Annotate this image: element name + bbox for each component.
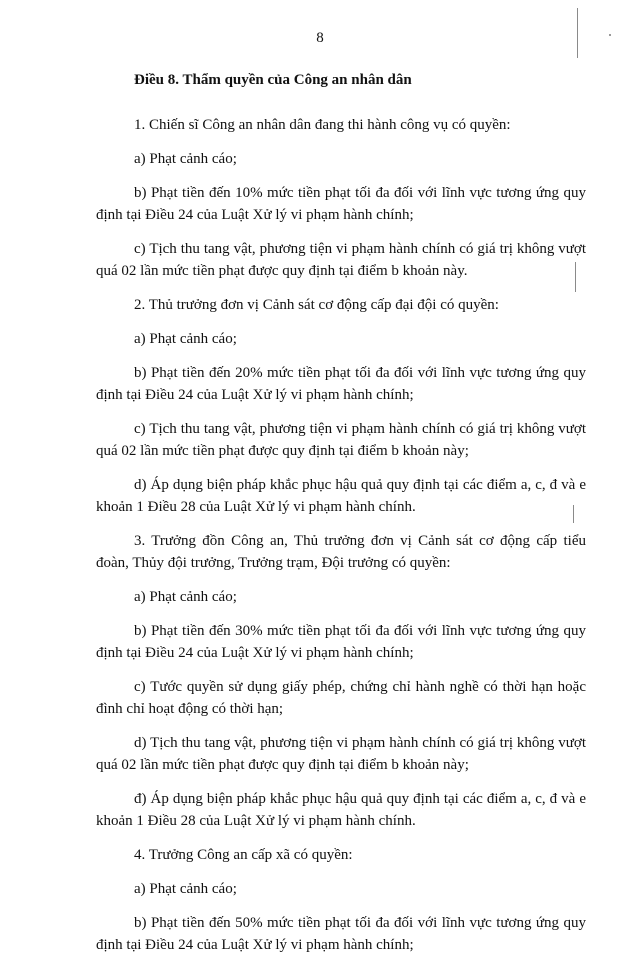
paragraph: b) Phạt tiền đến 30% mức tiền phạt tối đa đối với lĩnh vực tương ứng quy định tại Điều 24 của Luật Xử lý vi phạm hành chính; [96,623,586,661]
paragraph: 2. Thủ trưởng đơn vị Cảnh sát cơ động cấp đại đội có quyền: [134,297,499,313]
paragraph: d) Tịch thu tang vật, phương tiện vi phạm hành chính có giá trị không vượt quá 02 lần mức tiền phạt được quy định tại điểm b khoản này; [96,735,586,773]
paragraph: a) Phạt cảnh cáo; [134,151,237,167]
paragraph: b) Phạt tiền đến 20% mức tiền phạt tối đa đối với lĩnh vực tương ứng quy định tại Điều 24 của Luật Xử lý vi phạm hành chính; [96,365,586,403]
paragraph: a) Phạt cảnh cáo; [134,589,237,605]
paragraph: đ) Áp dụng biện pháp khắc phục hậu quả quy định tại các điểm a, c, đ và e khoản 1 Điều 28 của Luật Xử lý vi phạm hành chính. [96,791,586,829]
paragraph: 1. Chiến sĩ Công an nhân dân đang thi hành công vụ có quyền: [134,117,511,133]
scan-artifact [577,8,578,58]
paragraph: a) Phạt cảnh cáo; [134,881,237,897]
scan-artifact [609,34,611,36]
paragraph: b) Phạt tiền đến 10% mức tiền phạt tối đa đối với lĩnh vực tương ứng quy định tại Điều 24 của Luật Xử lý vi phạm hành chính; [96,185,586,223]
page-number: 8 [316,30,324,46]
paragraph: 3. Trưởng đồn Công an, Thủ trưởng đơn vị Cảnh sát cơ động cấp tiểu đoàn, Thủy đội trưởng, Trưởng trạm, Đội trưởng có quyền: [96,533,586,571]
paragraph: a) Phạt cảnh cáo; [134,331,237,347]
paragraph: c) Tịch thu tang vật, phương tiện vi phạm hành chính có giá trị không vượt quá 02 lần mức tiền phạt được quy định tại điểm b khoản này; [96,421,586,459]
article-title: Điều 8. Thẩm quyền của Công an nhân dân [134,72,412,88]
paragraph: 4. Trưởng Công an cấp xã có quyền: [134,847,353,863]
paragraph: c) Tịch thu tang vật, phương tiện vi phạm hành chính có giá trị không vượt quá 02 lần mức tiền phạt được quy định tại điểm b khoản này. [96,241,586,279]
paragraph: b) Phạt tiền đến 50% mức tiền phạt tối đa đối với lĩnh vực tương ứng quy định tại Điều 24 của Luật Xử lý vi phạm hành chính; [96,915,586,953]
paragraph: d) Áp dụng biện pháp khắc phục hậu quả quy định tại các điểm a, c, đ và e khoản 1 Điều 28 của Luật Xử lý vi phạm hành chính. [96,477,586,515]
paragraph: c) Tước quyền sử dụng giấy phép, chứng chỉ hành nghề có thời hạn hoặc đình chỉ hoạt động có thời hạn; [96,679,586,717]
scan-artifact [573,505,574,523]
scan-artifact [575,262,576,292]
